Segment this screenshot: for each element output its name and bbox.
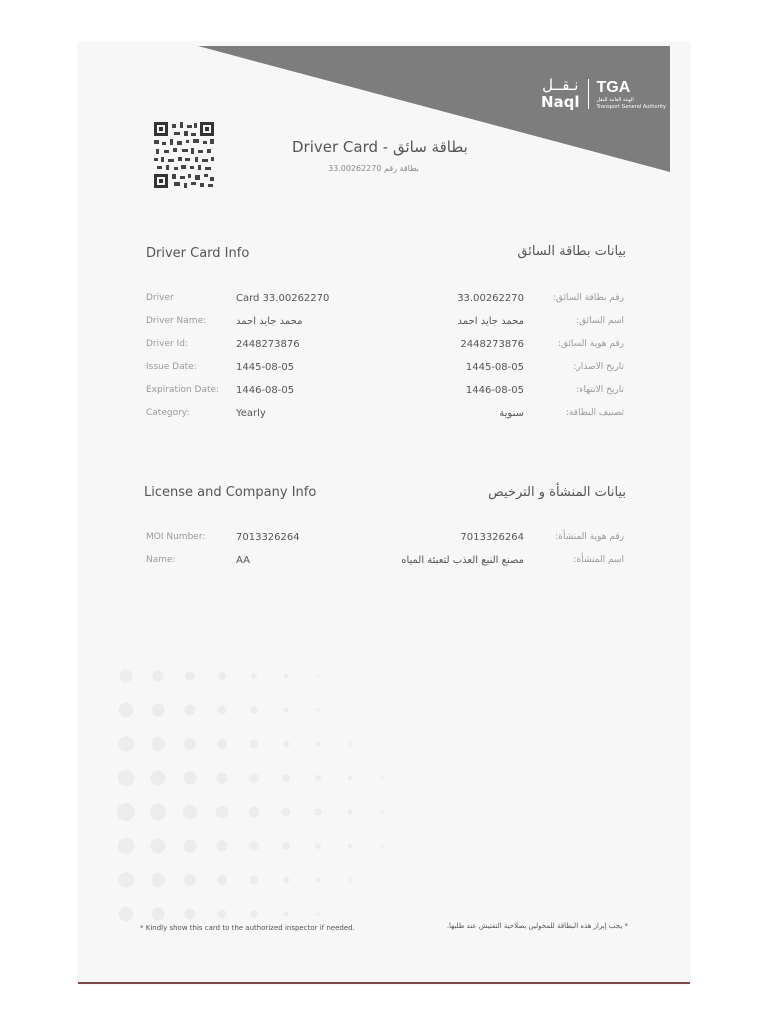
background-dot [316,742,321,747]
row-label-en: Name: [146,555,176,565]
background-dot [380,810,384,814]
background-dot [250,910,257,917]
background-dot [119,907,133,921]
background-dot [216,806,229,819]
row-label-ar: تاريخ الاصدار: [573,362,624,372]
row-label-en: Driver Id: [146,339,188,349]
driver-section-title-ar: بيانات بطاقة السائق [517,244,626,259]
background-dot [349,879,352,882]
naql-logo [541,78,580,110]
background-dot [283,741,290,748]
logo-divider [588,79,589,109]
background-dot [185,705,196,716]
background-dot [218,672,226,680]
background-dot-pattern [108,662,508,942]
background-dot [152,908,165,921]
tga-logo-sub-ar: الهيئة العامة للنقل [596,96,634,103]
background-dot [151,839,166,854]
background-dot [218,706,227,715]
background-dot [381,743,382,744]
background-dot [251,673,257,679]
background-dot [249,773,259,783]
row-value-ar: سنوية [499,408,524,419]
row-value-ar: 33.00262270 [457,293,524,304]
row-label-ar: تاريخ الانتهاء: [576,385,624,395]
background-dot [151,737,165,751]
background-dot [151,873,165,887]
row-label-en: MOI Number: [146,532,206,542]
row-value-ar: 2448273876 [460,339,524,350]
company-section-title-ar: بيانات المنشأة و الترخيص [488,485,626,500]
background-dot [217,875,227,885]
background-dot [381,845,383,847]
background-dot [282,842,290,850]
row-value-ar: 7013326264 [460,532,524,543]
driver-card-sheet [78,42,690,984]
background-dot [315,775,321,781]
document-title: Driver Card - بطاقة سائق [292,138,468,156]
row-value-en: 1446-08-05 [236,385,295,396]
row-label-en: Driver [146,293,174,303]
background-dot [151,771,166,786]
background-dot [183,839,196,852]
row-label-en: Expiration Date: [146,385,220,395]
row-label-ar: رقم هوية السائق: [557,339,624,349]
background-dot [117,803,135,821]
background-dot [348,844,352,848]
background-dot [249,841,259,851]
background-dot [216,772,227,783]
row-value-ar: محمد جايد احمد [457,316,524,327]
background-dot [316,912,320,916]
row-value-en: AA [236,555,250,566]
background-dot [282,774,290,782]
background-dot [118,872,134,888]
header-logos [541,78,666,110]
background-dot [349,743,352,746]
row-value-ar: مصنع النبع العذب لتعبئة المياه [401,555,524,566]
background-dot [314,808,321,815]
tga-logo-sub-en: Transport General Authority [596,103,666,110]
row-value-en: 7013326264 [236,532,300,543]
company-section-title-en: License and Company Info [144,485,317,500]
background-dot [316,878,321,883]
background-dot [283,707,288,712]
row-value-en: محمد جايد احمد [236,316,303,327]
row-label-en: Driver Name: [146,316,207,326]
background-dot [152,670,163,681]
row-label-ar: اسم السائق: [576,316,624,326]
background-dot [119,669,132,682]
background-dot [413,811,415,813]
row-value-ar: 1446-08-05 [465,385,524,396]
background-dot [284,674,288,678]
tga-logo [597,79,667,110]
footer-note-en: * Kindly show this card to the authorized inspector if needed. [140,924,355,932]
background-dot [381,777,383,779]
background-dot [183,771,196,784]
tga-logo-title: TGA [596,78,631,96]
row-label-en: Category: [146,408,190,418]
background-dot [283,877,290,884]
background-dot [183,805,197,819]
background-dot [185,671,195,681]
background-dot [150,804,166,820]
background-dot [250,876,258,884]
background-dot [216,840,227,851]
card-number-line: بطاقة رقم 33.00262270 [328,164,419,173]
row-label-ar: رقم بطاقة السائق: [552,293,624,303]
row-label-ar: اسم المنشأة: [573,555,624,565]
background-dot [250,740,258,748]
row-value-en: Card 33.00262270 [236,293,330,304]
qr-code-icon [154,122,214,188]
background-dot [152,704,165,717]
background-dot [250,706,257,713]
driver-section-title-en: Driver Card Info [146,246,250,261]
background-dot [118,770,135,787]
row-label-ar: رقم هوية المنشأة: [555,532,624,542]
row-value-en: 2448273876 [236,339,300,350]
naql-logo-ar: نـقــل [542,76,579,94]
background-dot [282,808,291,817]
background-dot [347,809,352,814]
background-dot [119,703,133,717]
row-value-en: 1445-08-05 [236,362,295,373]
background-dot [217,739,227,749]
row-label-ar: تصنيف البطاقة: [565,408,624,418]
background-dot [249,807,260,818]
background-dot [184,738,196,750]
row-label-en: Issue Date: [146,362,197,372]
background-dot [349,913,351,915]
background-dot [218,910,227,919]
background-dot [315,843,321,849]
row-value-en: Yearly [236,408,266,419]
background-dot [118,838,135,855]
background-dot [118,736,134,752]
background-dot [348,776,352,780]
background-dot [184,874,196,886]
background-dot [317,675,319,677]
background-dot [349,709,351,711]
background-dot [316,708,320,712]
background-dot [283,911,288,916]
background-dot [381,879,382,880]
row-value-ar: 1445-08-05 [465,362,524,373]
background-dot [185,909,196,920]
footer-note-ar: * يجب إبراز هذه البطاقة للمخولين بصلاحية التفتيش عند طلبها. [446,922,628,930]
naql-logo-en: Naql [540,93,580,111]
